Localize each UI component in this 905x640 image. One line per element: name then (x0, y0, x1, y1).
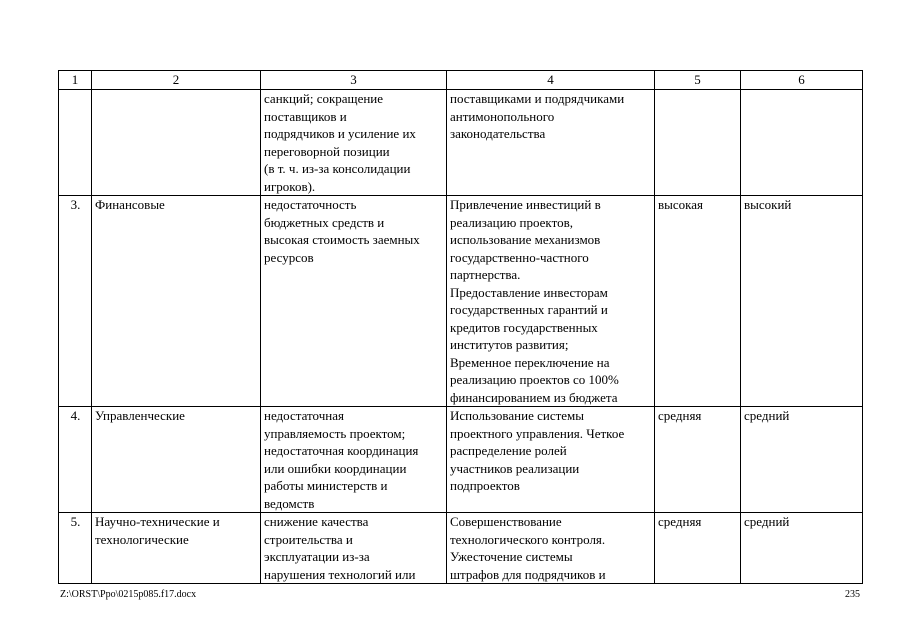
cell-line: ресурсов (264, 249, 314, 265)
cell-line: недостаточность (264, 197, 357, 212)
risk-category-cell (92, 407, 261, 513)
footer-page-number: 235 (845, 589, 860, 600)
risk-category-cell (92, 513, 261, 584)
cell-line: управляемость проектом; (264, 425, 406, 441)
probability-cell: высокая (655, 196, 741, 407)
cell-line: партнерства. (450, 267, 521, 282)
table-row (59, 196, 863, 407)
cell-line: законодательства (450, 126, 546, 141)
cell-line: финансированием из бюджета (450, 389, 618, 405)
impact-cell: высокий (741, 196, 863, 407)
cell-line: технологические (95, 531, 189, 547)
mitigation-measures-cell (447, 90, 655, 196)
cell-line: нарушения технологий или (264, 566, 416, 582)
cell-line: участников реализации (450, 460, 580, 476)
column-header: 5 (655, 71, 741, 90)
cell-line: использование механизмов (450, 232, 601, 247)
cell-line: эксплуатации из-за (264, 549, 370, 564)
cell-line: институтов развития; (450, 337, 569, 352)
cell-line: переговорной позиции (264, 143, 390, 159)
cell-line: кредитов государственных (450, 319, 598, 335)
risk-category-cell (92, 196, 261, 407)
cell-line: недостаточная координация (264, 443, 419, 458)
table-row (59, 407, 863, 513)
cell-line: недостаточная (264, 408, 344, 423)
cell-line: строительства и (264, 531, 353, 547)
table-header-row (59, 71, 863, 90)
cell-line: бюджетных средств и (264, 214, 385, 230)
probability-cell: средняя (655, 407, 741, 513)
cell-line: Использование системы (450, 408, 584, 423)
cell-line: Ужесточение системы (450, 549, 573, 564)
cell-line: антимонопольного (450, 108, 555, 124)
cell-line: снижение качества (264, 514, 369, 529)
table-row (59, 513, 863, 584)
risk-description-cell (261, 407, 447, 513)
cell-line: поставщиков и (264, 108, 347, 124)
column-header: 4 (447, 71, 655, 90)
cell-line: Совершенствование (450, 514, 562, 529)
cell-line: (в т. ч. из-за консолидации (264, 161, 411, 176)
row-number-cell: 5. (59, 513, 92, 584)
cell-line: ведомств (264, 495, 315, 511)
row-number-cell: 3. (59, 196, 92, 407)
probability-cell (655, 90, 741, 196)
cell-line: государственных гарантий и (450, 302, 608, 317)
column-header: 6 (741, 71, 863, 90)
cell-line: проектного управления. Четкое (450, 425, 625, 441)
cell-line: Финансовые (95, 197, 165, 212)
impact-cell (741, 90, 863, 196)
table-row (59, 90, 863, 196)
column-header: 2 (92, 71, 261, 90)
column-header: 3 (261, 71, 447, 90)
cell-line: подпроектов (450, 478, 520, 493)
footer-file-path: Z:\ORST\Ppo\0215p085.f17.docx (60, 589, 197, 600)
risk-category-cell (92, 90, 261, 196)
impact-cell: средний (741, 407, 863, 513)
cell-line: государственно-частного (450, 249, 589, 265)
probability-cell: средняя (655, 513, 741, 584)
mitigation-measures-cell (447, 407, 655, 513)
risk-table (58, 70, 863, 584)
cell-line: подрядчиков и усиление их (264, 126, 416, 141)
cell-line: работы министерств и (264, 478, 388, 493)
cell-line: игроков). (264, 178, 316, 194)
cell-line: или ошибки координации (264, 460, 407, 476)
cell-line: Научно-технические и (95, 514, 220, 529)
impact-cell: средний (741, 513, 863, 584)
row-number-cell (59, 90, 92, 196)
risk-description-cell (261, 196, 447, 407)
risk-description-cell (261, 513, 447, 584)
cell-line: Предоставление инвесторам (450, 284, 608, 300)
cell-line: распределение ролей (450, 443, 567, 458)
cell-line: высокая стоимость заемных (264, 232, 420, 247)
cell-line: штрафов для подрядчиков и (450, 566, 606, 582)
row-number-cell: 4. (59, 407, 92, 513)
cell-line: Временное переключение на (450, 354, 610, 370)
cell-line: поставщиками и подрядчиками (450, 91, 625, 106)
cell-line: Управленческие (95, 408, 185, 423)
cell-line: технологического контроля. (450, 531, 606, 547)
cell-line: санкций; сокращение (264, 91, 384, 106)
column-header: 1 (59, 71, 92, 90)
mitigation-measures-cell (447, 513, 655, 584)
risk-description-cell (261, 90, 447, 196)
mitigation-measures-cell (447, 196, 655, 407)
cell-line: Привлечение инвестиций в (450, 197, 601, 212)
cell-line: реализацию проектов, (450, 214, 573, 230)
cell-line: реализацию проектов со 100% (450, 372, 619, 387)
